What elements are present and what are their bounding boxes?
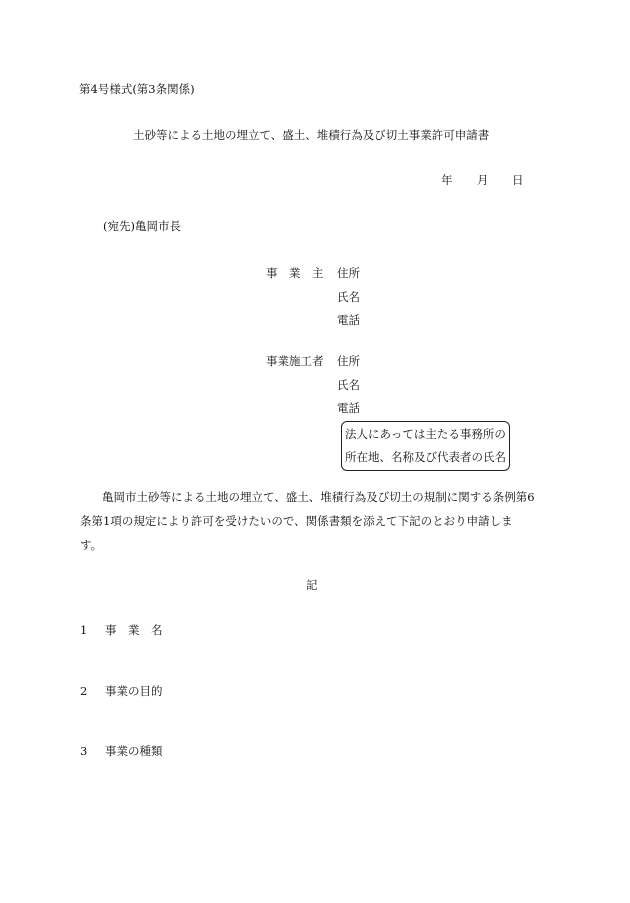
contractor-address: 住所 [337, 354, 360, 368]
contractor-phone: 電話 [337, 401, 360, 415]
date-year: 年 [441, 173, 453, 187]
item-2-label: 事業の目的 [105, 684, 163, 698]
item-3-number: 3 [80, 744, 88, 758]
applicant-label: 事 業 主 [266, 266, 324, 280]
date-month: 月 [477, 173, 489, 187]
body-line3: す。 [80, 538, 103, 552]
applicant-address: 住所 [337, 266, 360, 280]
ki-heading: 記 [306, 578, 318, 592]
corporate-note-line1: 法人にあっては主たる事務所の [345, 427, 506, 441]
body-line1: 亀岡市土砂等による土地の埋立て、盛土、堆積行為及び切土の規制に関する条例第6 [102, 490, 535, 504]
item-3-label: 事業の種類 [105, 744, 163, 758]
addressee: (宛先)亀岡市長 [103, 219, 181, 233]
corporate-note-line2: 所在地、名称及び代表者の氏名 [345, 450, 506, 464]
body-line2: 条第1項の規定により許可を受けたいので、関係書類を添えて下記のとおり申請しま [80, 514, 513, 528]
item-1-number: 1 [80, 623, 88, 637]
document-title: 土砂等による土地の埋立て、盛土、堆積行為及び切土事業許可申請書 [133, 128, 490, 142]
applicant-phone: 電話 [337, 313, 360, 327]
form-number: 第4号様式(第3条関係) [79, 82, 195, 96]
contractor-name: 氏名 [337, 378, 360, 392]
item-2-number: 2 [80, 684, 88, 698]
item-1-label: 事 業 名 [105, 623, 163, 637]
applicant-name: 氏名 [337, 290, 360, 304]
contractor-label: 事業施工者 [266, 354, 324, 368]
corporate-note [341, 421, 510, 471]
date-day: 日 [512, 173, 524, 187]
